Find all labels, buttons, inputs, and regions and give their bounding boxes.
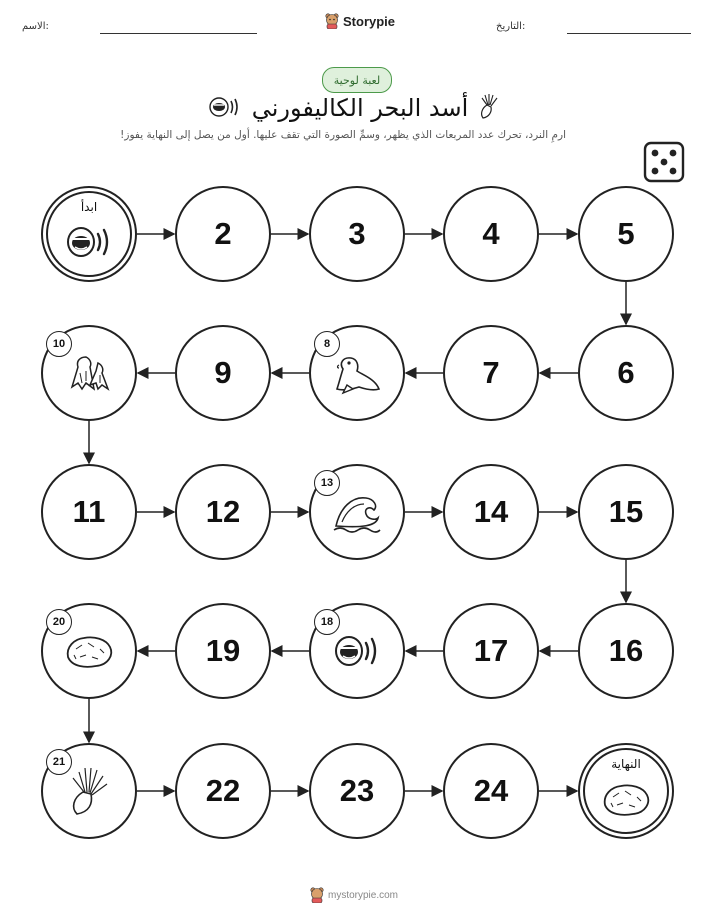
page-title: أسد البحر الكاليفورني (251, 94, 469, 122)
board-game-badge: لعبة لوحية (322, 67, 392, 93)
board-cell-18 (309, 603, 405, 699)
cell-number: 14 (473, 494, 509, 529)
name-label: الاسم: (22, 21, 49, 32)
board-cell-14 (443, 464, 539, 560)
cell-number-badge: 10 (46, 331, 72, 357)
cell-number: 15 (608, 494, 644, 529)
board-cell-4 (443, 186, 539, 282)
cell-number: 17 (473, 633, 509, 668)
board-cell-24 (443, 743, 539, 839)
board-cell-5 (578, 186, 674, 282)
cell-number-badge: 21 (46, 749, 72, 775)
cell-number: 11 (72, 494, 106, 529)
board-cell-3 (309, 186, 405, 282)
board-cell-23 (309, 743, 405, 839)
board-cell-22 (175, 743, 271, 839)
footer-bear-icon (310, 887, 324, 903)
board-cell-12 (175, 464, 271, 560)
cell-number: 4 (482, 216, 500, 251)
cell-number: 3 (348, 216, 366, 251)
cell-number: 5 (617, 216, 635, 251)
cell-number: 6 (617, 355, 635, 390)
board-cell-9 (175, 325, 271, 421)
board-cell-13 (309, 464, 405, 560)
finish-label: النهاية (611, 757, 641, 771)
cell-number: 19 (205, 633, 241, 668)
board-cell-7 (443, 325, 539, 421)
cell-number: 9 (214, 355, 232, 390)
finish-cell (578, 743, 674, 839)
date-label: التاريخ: (496, 21, 526, 32)
cell-number: 23 (339, 773, 375, 808)
cell-number: 7 (482, 355, 500, 390)
cell-number: 2 (214, 216, 232, 251)
footer-url: mystorypie.com (328, 889, 399, 901)
roar-mouth-icon (64, 224, 114, 260)
board-cell-20 (41, 603, 137, 699)
sea-lion-icon (329, 349, 385, 397)
board-cell-6 (578, 325, 674, 421)
roar-mouth-icon (332, 633, 382, 669)
start-cell (41, 186, 137, 282)
cell-number-badge: 13 (314, 470, 340, 496)
cell-number: 24 (473, 773, 509, 808)
wave-icon (332, 490, 382, 534)
board-cell-10 (41, 325, 137, 421)
cell-number: 22 (205, 773, 241, 808)
board-cell-21 (41, 743, 137, 839)
board-cell-19 (175, 603, 271, 699)
cell-number: 12 (205, 494, 241, 529)
start-label: ابدأ (80, 200, 98, 214)
cell-number: 16 (608, 633, 644, 668)
board-cell-15 (578, 464, 674, 560)
instructions: ارمِ النرد، تحرك عدد المربعات الذي يظهر، وسمِّ الصورة التي تقف عليها. أول من يصل إلى النهاية يفوز! (120, 129, 566, 141)
board-cell-2 (175, 186, 271, 282)
cell-number-badge: 20 (46, 609, 72, 635)
cell-number-badge: 18 (314, 609, 340, 635)
board-cell-17 (443, 603, 539, 699)
rock-icon (62, 631, 116, 671)
footer (310, 887, 398, 903)
brand-name: Storypie (343, 13, 396, 29)
cell-number-badge: 8 (314, 331, 340, 357)
board-cell-16 (578, 603, 674, 699)
flippers-icon (64, 353, 114, 393)
board-cell-11 (41, 464, 137, 560)
board-cell-8 (309, 325, 405, 421)
anemone-icon (67, 764, 111, 818)
rock-icon (599, 779, 653, 819)
